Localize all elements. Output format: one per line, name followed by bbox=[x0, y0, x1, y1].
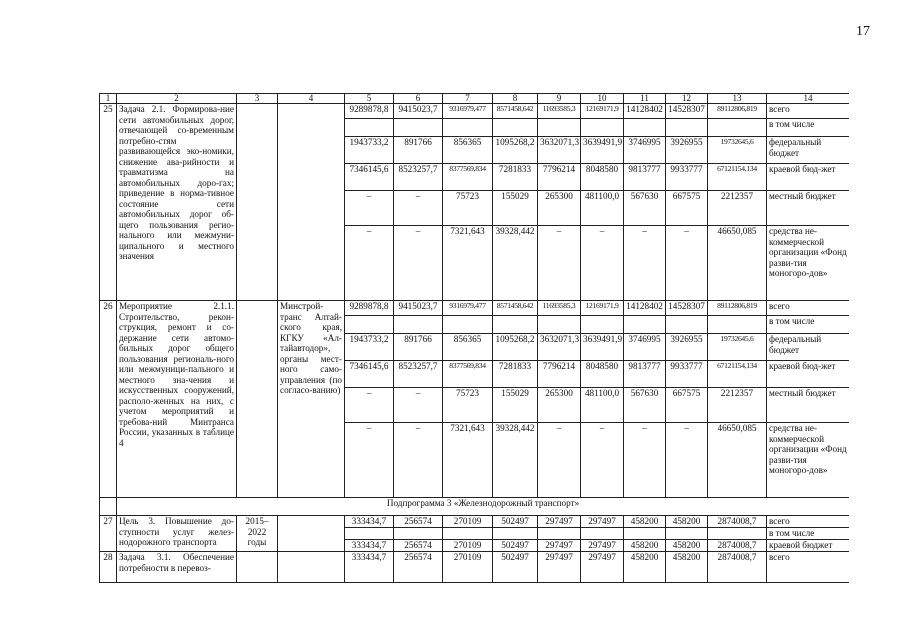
executor-cell bbox=[278, 516, 345, 552]
value-cell: 7346145,6 bbox=[345, 164, 394, 191]
column-header: 9 bbox=[538, 94, 581, 104]
column-header: 14 bbox=[767, 94, 850, 104]
empty-cell bbox=[345, 528, 394, 540]
table-row bbox=[100, 516, 850, 528]
value-cell: 12169171,9 bbox=[581, 301, 624, 316]
value-cell: 567630 bbox=[624, 191, 666, 226]
funding-source: средства не-коммерческой организации «Фонд разви-тия моногоро-дов» bbox=[767, 423, 850, 498]
value-cell: 67121154,134 bbox=[708, 361, 767, 388]
value-cell: 2212357 bbox=[708, 388, 767, 423]
value-cell: 502497 bbox=[493, 540, 538, 552]
value-cell: 19732645,6 bbox=[708, 334, 767, 361]
value-cell: 9289878,8 bbox=[345, 301, 394, 316]
value-cell: – bbox=[345, 423, 394, 498]
empty-cell bbox=[394, 119, 443, 137]
funding-source: всего bbox=[767, 104, 850, 119]
goal-name: Цель 3. Повышение до-ступности услуг желез-нодорожного транспорта bbox=[117, 516, 237, 552]
value-cell: 2212357 bbox=[708, 191, 767, 226]
period-cell: 2015–2022 годы bbox=[237, 516, 278, 552]
value-cell: – bbox=[394, 388, 443, 423]
value-cell: 3639491,9 bbox=[581, 334, 624, 361]
value-cell: 1095268,2 bbox=[493, 137, 538, 164]
value-cell: 9813777 bbox=[624, 164, 666, 191]
funding-source: местный бюджет bbox=[767, 388, 850, 423]
funding-source: всего bbox=[767, 516, 850, 528]
executor-cell bbox=[278, 552, 345, 583]
empty-cell bbox=[538, 528, 581, 540]
empty-cell bbox=[624, 119, 666, 137]
budget-table bbox=[99, 93, 849, 583]
empty-cell bbox=[345, 316, 394, 334]
value-cell: 7796214 bbox=[538, 164, 581, 191]
column-header: 2 bbox=[117, 94, 237, 104]
value-cell: 89112806,819 bbox=[708, 104, 767, 119]
value-cell: 891766 bbox=[394, 334, 443, 361]
value-cell: 856365 bbox=[443, 137, 493, 164]
funding-source: всего bbox=[767, 301, 850, 316]
value-cell: 891766 bbox=[394, 137, 443, 164]
funding-source: краевой бюджет bbox=[767, 540, 850, 552]
value-cell: 458200 bbox=[624, 540, 666, 552]
value-cell: – bbox=[394, 191, 443, 226]
empty-cell bbox=[666, 528, 708, 540]
value-cell: – bbox=[624, 423, 666, 498]
value-cell: 3632071,3 bbox=[538, 137, 581, 164]
value-cell: 265300 bbox=[538, 191, 581, 226]
value-cell: – bbox=[538, 423, 581, 498]
value-cell: 667575 bbox=[666, 191, 708, 226]
value-cell: 14128402 bbox=[624, 301, 666, 316]
value-cell: 8523257,7 bbox=[394, 164, 443, 191]
value-cell: 46650,085 bbox=[708, 423, 767, 498]
value-cell: 46650,085 bbox=[708, 226, 767, 301]
empty-cell bbox=[394, 316, 443, 334]
value-cell: 567630 bbox=[624, 388, 666, 423]
value-cell: 67121154,134 bbox=[708, 164, 767, 191]
value-cell: 333434,7 bbox=[345, 552, 394, 583]
value-cell: 297497 bbox=[581, 552, 624, 583]
value-cell: 667575 bbox=[666, 388, 708, 423]
value-cell: 297497 bbox=[538, 516, 581, 528]
value-cell: 297497 bbox=[538, 540, 581, 552]
value-cell: 8377569,834 bbox=[443, 164, 493, 191]
value-cell: 7346145,6 bbox=[345, 361, 394, 388]
value-cell: 9289878,8 bbox=[345, 104, 394, 119]
column-header: 11 bbox=[624, 94, 666, 104]
table-row bbox=[100, 104, 850, 119]
value-cell: 458200 bbox=[666, 540, 708, 552]
value-cell: 8377569,834 bbox=[443, 361, 493, 388]
value-cell: 7281833 bbox=[493, 164, 538, 191]
funding-source: средства не-коммерческой организации «Фонд разви-тия моногоро-дов» bbox=[767, 226, 850, 301]
budget-table-sheet bbox=[99, 93, 849, 593]
value-cell: 2874008,7 bbox=[708, 516, 767, 528]
value-cell: 39328,442 bbox=[493, 423, 538, 498]
empty-cell bbox=[624, 316, 666, 334]
column-header: 3 bbox=[237, 94, 278, 104]
column-header: 7 bbox=[443, 94, 493, 104]
value-cell: 39328,442 bbox=[493, 226, 538, 301]
value-cell: 9415023,7 bbox=[394, 104, 443, 119]
value-cell: 9316979,477 bbox=[443, 104, 493, 119]
value-cell: 9316979,477 bbox=[443, 301, 493, 316]
value-cell: – bbox=[394, 226, 443, 301]
value-cell: 297497 bbox=[538, 552, 581, 583]
value-cell: 256574 bbox=[394, 552, 443, 583]
value-cell: 8048580 bbox=[581, 164, 624, 191]
value-cell: 265300 bbox=[538, 388, 581, 423]
value-cell: 1943733,2 bbox=[345, 137, 394, 164]
empty-cell bbox=[666, 316, 708, 334]
executor-cell: Минстрой-транс Алтай-ского края, КГКУ «Ал-тайавтодор», органы мест-ного само-управления (по согласо-ванию) bbox=[278, 301, 345, 498]
empty-cell bbox=[624, 528, 666, 540]
column-header: 12 bbox=[666, 94, 708, 104]
value-cell: 8523257,7 bbox=[394, 361, 443, 388]
funding-source: в том числе bbox=[767, 119, 850, 137]
value-cell: 270109 bbox=[443, 540, 493, 552]
task-name: Мероприятие 2.1.1. Строительство, рекон-струкция, ремонт и со-держание сети автомо-бильных дорог общего пользования региональ-ного или межмуници-пального и местного зна-чения и искусственных сооружений, располо-женных на них, с учетом мероприятий и требова-ний Минтранса России, указанных в таблице 4 bbox=[117, 301, 237, 498]
value-cell: 89112806,819 bbox=[708, 301, 767, 316]
value-cell: – bbox=[345, 388, 394, 423]
value-cell: 3746995 bbox=[624, 137, 666, 164]
value-cell: 458200 bbox=[624, 552, 666, 583]
column-header: 10 bbox=[581, 94, 624, 104]
row-number: 25 bbox=[100, 104, 117, 301]
value-cell: 75723 bbox=[443, 388, 493, 423]
column-header: 13 bbox=[708, 94, 767, 104]
value-cell: 256574 bbox=[394, 516, 443, 528]
executor-cell bbox=[278, 104, 345, 301]
period-cell bbox=[237, 552, 278, 583]
empty-cell bbox=[708, 528, 767, 540]
value-cell: – bbox=[538, 226, 581, 301]
value-cell: – bbox=[581, 423, 624, 498]
value-cell: 3632071,3 bbox=[538, 334, 581, 361]
value-cell: 19732645,6 bbox=[708, 137, 767, 164]
value-cell: 9415023,7 bbox=[394, 301, 443, 316]
value-cell: 14528307 bbox=[666, 104, 708, 119]
value-cell: 12169171,9 bbox=[581, 104, 624, 119]
empty-cell bbox=[708, 316, 767, 334]
value-cell: 270109 bbox=[443, 516, 493, 528]
period-cell bbox=[237, 104, 278, 301]
value-cell: 9933777 bbox=[666, 164, 708, 191]
value-cell: – bbox=[345, 226, 394, 301]
empty-cell bbox=[493, 316, 538, 334]
value-cell: 7796214 bbox=[538, 361, 581, 388]
empty-cell bbox=[100, 498, 117, 516]
value-cell: 502497 bbox=[493, 552, 538, 583]
table-row bbox=[100, 301, 850, 316]
value-cell: 481100,0 bbox=[581, 388, 624, 423]
value-cell: 3926955 bbox=[666, 334, 708, 361]
value-cell: – bbox=[624, 226, 666, 301]
empty-cell bbox=[443, 528, 493, 540]
empty-cell bbox=[538, 119, 581, 137]
value-cell: 8571458,642 bbox=[493, 301, 538, 316]
column-header: 1 bbox=[100, 94, 117, 104]
value-cell: 333434,7 bbox=[345, 540, 394, 552]
value-cell: 8571458,642 bbox=[493, 104, 538, 119]
value-cell: 297497 bbox=[581, 540, 624, 552]
empty-cell bbox=[581, 119, 624, 137]
value-cell: 8048580 bbox=[581, 361, 624, 388]
row-number: 27 bbox=[100, 516, 117, 552]
value-cell: 333434,7 bbox=[345, 516, 394, 528]
value-cell: 3746995 bbox=[624, 334, 666, 361]
row-number: 28 bbox=[100, 552, 117, 583]
row-number: 26 bbox=[100, 301, 117, 498]
value-cell: 1943733,2 bbox=[345, 334, 394, 361]
funding-source: федеральный бюджет bbox=[767, 334, 850, 361]
subprogram-title: Подпрограмма 3 «Железнодорожный транспорт» bbox=[117, 498, 850, 516]
empty-cell bbox=[443, 316, 493, 334]
value-cell: 856365 bbox=[443, 334, 493, 361]
column-header: 4 bbox=[278, 94, 345, 104]
column-header: 6 bbox=[394, 94, 443, 104]
value-cell: – bbox=[394, 423, 443, 498]
value-cell: 11693585,3 bbox=[538, 301, 581, 316]
task-name: Задача 3.1. Обеспечение потребности в перевоз- bbox=[117, 552, 237, 583]
funding-source: краевой бюд-жет bbox=[767, 164, 850, 191]
value-cell: – bbox=[666, 226, 708, 301]
value-cell: 1095268,2 bbox=[493, 334, 538, 361]
value-cell: 7321,643 bbox=[443, 423, 493, 498]
value-cell: 2874008,7 bbox=[708, 540, 767, 552]
empty-cell bbox=[708, 119, 767, 137]
funding-source: в том числе bbox=[767, 528, 850, 540]
header-row bbox=[100, 94, 850, 104]
funding-source: федеральный бюджет bbox=[767, 137, 850, 164]
value-cell: 256574 bbox=[394, 540, 443, 552]
empty-cell bbox=[538, 316, 581, 334]
table-row bbox=[100, 552, 850, 583]
funding-source: в том числе bbox=[767, 316, 850, 334]
value-cell: 14128402 bbox=[624, 104, 666, 119]
subprogram-row bbox=[100, 498, 850, 516]
value-cell: 502497 bbox=[493, 516, 538, 528]
empty-cell bbox=[581, 528, 624, 540]
empty-cell bbox=[394, 528, 443, 540]
funding-source: всего bbox=[767, 552, 850, 583]
value-cell: 11693585,3 bbox=[538, 104, 581, 119]
empty-cell bbox=[666, 119, 708, 137]
value-cell: – bbox=[581, 226, 624, 301]
value-cell: 155029 bbox=[493, 388, 538, 423]
value-cell: 458200 bbox=[666, 516, 708, 528]
value-cell: 458200 bbox=[624, 516, 666, 528]
column-header: 8 bbox=[493, 94, 538, 104]
page-number: 17 bbox=[856, 24, 870, 39]
empty-cell bbox=[493, 119, 538, 137]
task-name: Задача 2.1. Формирова-ние сети автомобильных дорог, отвечающей со-временным потребно-стям развивающейся эко-номики, снижение ава-рийности и травматизма на автомобильных доро-гах; приведение в норма-тивное состояние сети автомобильных дорог об-щего пользования регио-нального или межмуни-ципального и местного значения bbox=[117, 104, 237, 301]
value-cell: 297497 bbox=[581, 516, 624, 528]
value-cell: 3926955 bbox=[666, 137, 708, 164]
empty-cell bbox=[581, 316, 624, 334]
value-cell: 9813777 bbox=[624, 361, 666, 388]
value-cell: – bbox=[666, 423, 708, 498]
value-cell: 9933777 bbox=[666, 361, 708, 388]
value-cell: 14528307 bbox=[666, 301, 708, 316]
value-cell: 155029 bbox=[493, 191, 538, 226]
empty-cell bbox=[493, 528, 538, 540]
empty-cell bbox=[345, 119, 394, 137]
value-cell: 481100,0 bbox=[581, 191, 624, 226]
column-header: 5 bbox=[345, 94, 394, 104]
funding-source: местный бюджет bbox=[767, 191, 850, 226]
value-cell: 7281833 bbox=[493, 361, 538, 388]
value-cell: 2874008,7 bbox=[708, 552, 767, 583]
value-cell: 458200 bbox=[666, 552, 708, 583]
value-cell: 75723 bbox=[443, 191, 493, 226]
value-cell: – bbox=[345, 191, 394, 226]
funding-source: краевой бюд-жет bbox=[767, 361, 850, 388]
value-cell: 3639491,9 bbox=[581, 137, 624, 164]
empty-cell bbox=[443, 119, 493, 137]
value-cell: 270109 bbox=[443, 552, 493, 583]
period-cell bbox=[237, 301, 278, 498]
value-cell: 7321,643 bbox=[443, 226, 493, 301]
